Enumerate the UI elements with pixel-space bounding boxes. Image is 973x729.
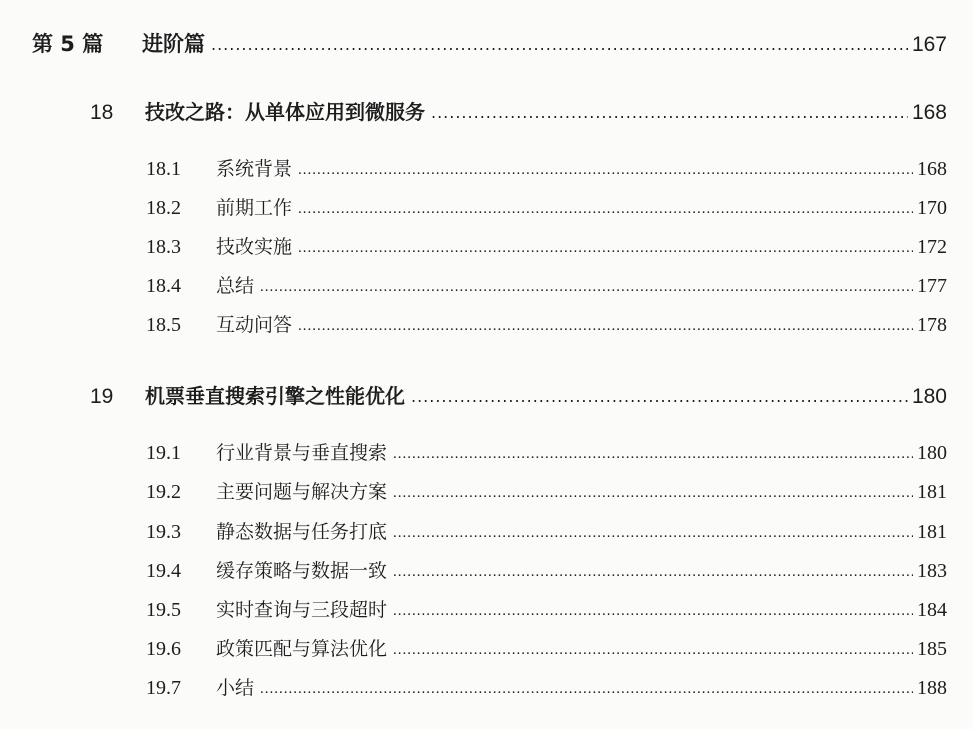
dot-leader: [260, 681, 913, 698]
chapter-number: 18: [90, 101, 114, 124]
section-number: 18.3: [146, 236, 181, 258]
page-number: 181: [917, 521, 947, 543]
chapter-number: 19: [90, 385, 114, 408]
section-title: 主要问题与解决方案: [216, 481, 388, 503]
toc-section-entry[interactable]: [146, 477, 947, 504]
part-title: 进阶篇: [142, 32, 205, 56]
chapter-title: 机票垂直搜索引擎之性能优化: [145, 384, 405, 408]
section-title: 系统背景: [216, 158, 293, 180]
page-number: 168: [917, 158, 947, 180]
section-title: 行业背景与垂直搜索: [216, 442, 388, 464]
dot-leader: [298, 318, 913, 335]
toc-section-entry[interactable]: [146, 673, 947, 700]
dot-leader: [260, 279, 913, 296]
section-number: 19.2: [146, 481, 181, 503]
page-number: 167: [911, 33, 947, 56]
toc-section-entry[interactable]: [146, 517, 947, 544]
page-number: 188: [917, 677, 947, 699]
section-title: 缓存策略与数据一致: [216, 560, 388, 582]
section-number: 19.1: [146, 442, 181, 464]
toc-section-entry[interactable]: [146, 595, 947, 622]
section-number: 18.2: [146, 197, 181, 219]
dot-leader: [211, 35, 908, 54]
page-number: 185: [917, 638, 947, 660]
dot-leader: [431, 103, 908, 122]
dot-leader: [298, 201, 913, 218]
dot-leader: [393, 446, 913, 463]
section-title: 互动问答: [216, 314, 293, 336]
dot-leader: [393, 525, 913, 542]
toc-part-entry[interactable]: [32, 28, 947, 58]
page-number: 184: [917, 599, 947, 621]
toc-section-entry[interactable]: [146, 556, 947, 583]
section-number: 18.5: [146, 314, 181, 336]
toc-section-entry[interactable]: [146, 232, 947, 259]
dot-leader: [298, 240, 913, 257]
toc-section-entry[interactable]: [146, 154, 947, 181]
section-number: 19.4: [146, 560, 181, 582]
page-number: 177: [917, 275, 947, 297]
toc-chapter-entry[interactable]: [90, 380, 947, 409]
section-title: 静态数据与任务打底: [216, 521, 388, 543]
section-number: 18.4: [146, 275, 181, 297]
section-number: 19.3: [146, 521, 181, 543]
section-title: 前期工作: [216, 197, 293, 219]
chapter-title: 技改之路：从单体应用到微服务: [145, 100, 425, 124]
page-number: 178: [917, 314, 947, 336]
section-number: 19.5: [146, 599, 181, 621]
toc-section-entry[interactable]: [146, 310, 947, 337]
section-number: 19.6: [146, 638, 181, 660]
section-title: 政策匹配与算法优化: [216, 638, 388, 660]
dot-leader: [393, 485, 913, 502]
page-number: 172: [917, 236, 947, 258]
dot-leader: [411, 387, 908, 406]
section-title: 技改实施: [216, 236, 293, 258]
dot-leader: [298, 162, 913, 179]
section-title: 实时查询与三段超时: [216, 599, 388, 621]
page-number: 183: [917, 560, 947, 582]
page-number: 180: [911, 385, 947, 408]
dot-leader: [393, 564, 913, 581]
section-title: 总结: [216, 275, 255, 297]
page-number: 168: [911, 101, 947, 124]
toc-section-entry[interactable]: [146, 271, 947, 298]
part-number: 第 5 篇: [32, 32, 104, 56]
page-number: 170: [917, 197, 947, 219]
page-number: 180: [917, 442, 947, 464]
toc-chapter-entry[interactable]: [90, 96, 947, 125]
toc-section-entry[interactable]: [146, 634, 947, 661]
toc-section-entry[interactable]: [146, 193, 947, 220]
page-number: 181: [917, 481, 947, 503]
section-number: 19.7: [146, 677, 181, 699]
section-number: 18.1: [146, 158, 181, 180]
section-title: 小结: [216, 677, 255, 699]
toc-section-entry[interactable]: [146, 438, 947, 465]
dot-leader: [393, 642, 913, 659]
dot-leader: [393, 603, 913, 620]
